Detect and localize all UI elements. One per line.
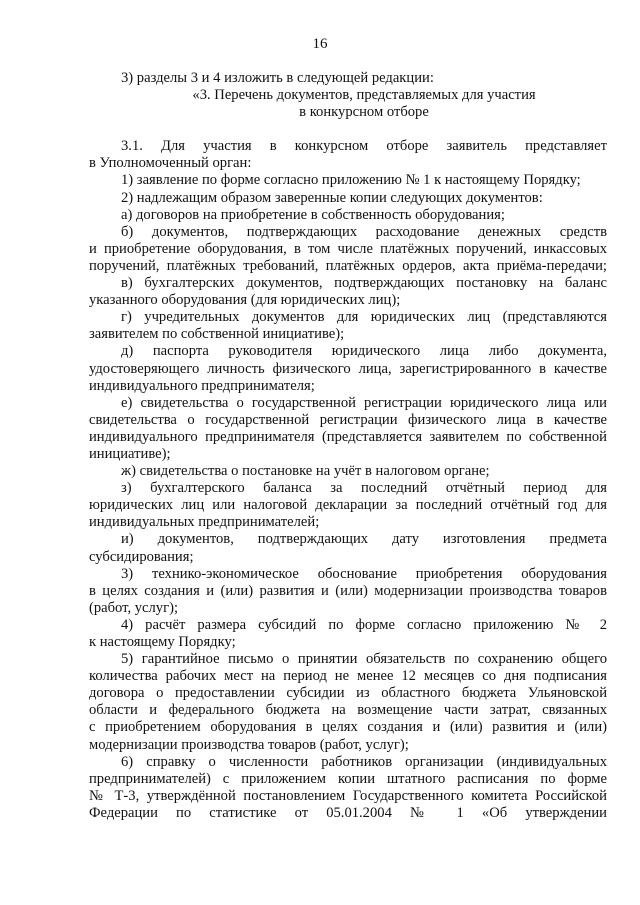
text-line: 6) справку о численности работников организации (индивидуальных <box>121 753 607 770</box>
text-line: удостоверяющего личность физического лица, зарегистрированного в качестве <box>89 360 607 377</box>
text-line: модернизации производства товаров (работ, услуг); <box>89 736 409 753</box>
text-line: количества рабочих мест на период не менее 12 месяцев со дня подписания <box>89 668 607 685</box>
text-line: 3.1. Для участия в конкурсном отборе заявитель представляет <box>121 138 607 155</box>
text-line: е) свидетельства о государственной регистрации юридического лица или <box>121 394 607 411</box>
text-line: 5) гарантийное письмо о принятии обязательств по сохранению общего <box>121 651 607 668</box>
intro-line: 3) разделы 3 и 4 изложить в следующей редакции: <box>121 70 434 86</box>
text-line: заявителем по собственной инициативе); <box>89 326 345 343</box>
text-line: поручений, платёжных требований, платёжных ордеров, акта приёма-передачи; <box>89 257 607 274</box>
body-paragraphs <box>89 138 607 822</box>
paragraph-gap <box>89 121 607 138</box>
text-line: договора о предоставлении субсидии из областного бюджета Ульяновской <box>89 685 607 702</box>
text-line: индивидуальных предпринимателей; <box>89 514 320 531</box>
text-line: с приобретением оборудования в целях создания и (или) развития и (или) <box>89 719 607 736</box>
text-line: и приобретение оборудования, в том числе платёжных поручений, инкассовых <box>89 240 607 257</box>
text-line: предпринимателей) с приложением копии штатного расписания по форме <box>89 770 607 787</box>
text-line: субсидирования; <box>89 548 194 565</box>
text-line: Федерации по статистике от 05.01.2004 № 1 «Об утверждении <box>89 804 607 821</box>
text-line: № Т-3, утверждённой постановлением Государственного комитета Российской <box>89 787 607 804</box>
text-line: 4) расчёт размера субсидий по форме согласно приложению № 2 <box>121 616 607 633</box>
text-line: юридических лиц или налоговой декларации за последний отчётный год для <box>89 497 607 514</box>
text-line: з) бухгалтерского баланса за последний отчётный период для <box>121 480 607 497</box>
text-line: б) документов, подтверждающих расходование денежных средств <box>121 223 607 240</box>
text-line: г) учредительных документов для юридических лиц (представляются <box>121 309 607 326</box>
text-line: инициативе); <box>89 445 171 462</box>
document-body <box>89 70 607 822</box>
text-line: свидетельства о государственной регистрации физического лица в качестве <box>89 411 607 428</box>
text-line: д) паспорта руководителя юридического лица либо документа, <box>121 343 607 360</box>
text-line: индивидуального предпринимателя; <box>89 377 315 394</box>
text-line: в целях создания и (или) развития и (или) модернизации производства товаров <box>89 582 607 599</box>
text-line: 1) заявление по форме согласно приложению № 1 к настоящему Порядку; <box>121 172 581 189</box>
section-heading-line: в конкурсном отборе <box>299 104 429 121</box>
text-line: 3) технико-экономическое обоснование приобретения оборудования <box>121 565 607 582</box>
text-line: и) документов, подтверждающих дату изготовления предмета <box>121 531 607 548</box>
text-line: в) бухгалтерских документов, подтверждающих постановку на баланс <box>121 275 607 292</box>
text-line: (работ, услуг); <box>89 599 178 616</box>
text-line: области и федерального бюджета на возмещение части затрат, связанных <box>89 702 607 719</box>
text-line: указанного оборудования (для юридических лиц); <box>89 292 401 309</box>
text-line: индивидуального предпринимателя (представляется заявителем по собственной <box>89 428 607 445</box>
page-number: 16 <box>312 36 328 52</box>
text-line: в Уполномоченный орган: <box>89 155 252 172</box>
text-line: к настоящему Порядку; <box>89 634 236 650</box>
text-line: а) договоров на приобретение в собственность оборудования; <box>121 206 505 223</box>
section-heading-line: «3. Перечень документов, представляемых для участия <box>192 87 536 104</box>
text-line: 2) надлежащим образом заверенные копии следующих документов: <box>121 189 543 206</box>
section-heading <box>89 87 607 121</box>
text-line: ж) свидетельства о постановке на учёт в налоговом органе; <box>121 463 490 480</box>
